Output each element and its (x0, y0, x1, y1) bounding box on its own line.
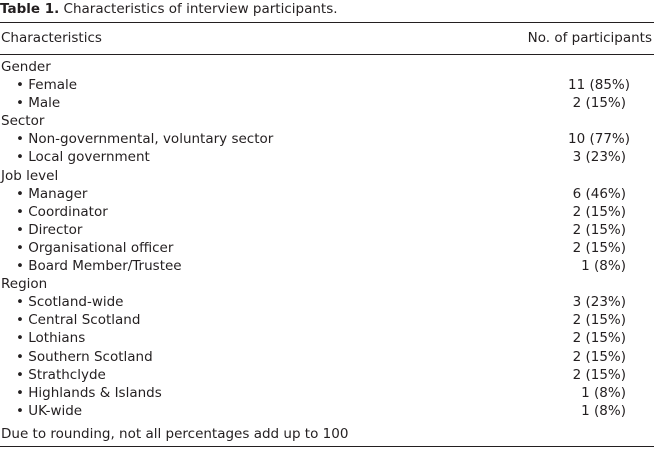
table-row (0, 76, 654, 94)
table-row (0, 293, 654, 311)
table-row (0, 203, 654, 221)
table-caption-text: Characteristics of interview participants. (63, 1, 338, 17)
row-value: 1 (8%) (581, 384, 626, 401)
table-caption-label: Table 1. (0, 1, 60, 17)
table-row (0, 221, 654, 239)
table-row (0, 130, 654, 148)
row-value: 1 (8%) (581, 258, 626, 275)
table-header-rule (0, 54, 654, 55)
table-body (0, 58, 654, 420)
table-row (0, 239, 654, 257)
group-heading: Region (1, 276, 48, 293)
group-heading: Sector (1, 113, 45, 130)
table-caption (0, 0, 338, 18)
table-top-rule (0, 22, 654, 23)
table-row (0, 348, 654, 366)
row-label: • Coordinator (16, 203, 108, 220)
header-characteristics: Characteristics (1, 30, 102, 46)
row-label: • Strathclyde (16, 366, 106, 383)
row-label: • Southern Scotland (16, 348, 153, 365)
table-row (0, 384, 654, 402)
group-heading: Job level (1, 167, 59, 184)
row-value: 2 (15%) (572, 330, 626, 347)
row-label: • Male (16, 95, 61, 112)
row-value: 11 (85%) (568, 77, 631, 94)
row-label: • UK-wide (16, 402, 83, 419)
row-label: • Scotland-wide (16, 294, 124, 311)
row-value: 2 (15%) (572, 239, 626, 256)
group-heading: Gender (1, 59, 51, 75)
row-value: 2 (15%) (572, 95, 626, 112)
table-row (0, 311, 654, 329)
row-value: 6 (46%) (572, 185, 626, 202)
row-label: • Organisational officer (16, 239, 174, 256)
row-label: • Local government (16, 149, 150, 166)
table-footnote: Due to rounding, not all percentages add up to 100 (1, 426, 349, 442)
row-value: 2 (15%) (572, 366, 626, 383)
row-value: 10 (77%) (568, 131, 631, 148)
table-row (0, 402, 654, 420)
row-value: 2 (15%) (572, 203, 626, 220)
table-row (0, 185, 654, 203)
row-value: 2 (15%) (572, 221, 626, 238)
table-group-row (0, 167, 654, 185)
row-label: • Lothians (16, 330, 86, 347)
row-label: • Director (16, 221, 83, 238)
table-group-row (0, 275, 654, 293)
row-value: 3 (23%) (572, 294, 626, 311)
row-label: • Manager (16, 185, 88, 202)
table-header-row (0, 29, 654, 47)
row-value: 2 (15%) (572, 312, 626, 329)
table-group-row (0, 58, 654, 76)
row-label: • Board Member/Trustee (16, 258, 182, 275)
row-value: 2 (15%) (572, 348, 626, 365)
row-label: • Highlands & Islands (16, 384, 162, 401)
table-row (0, 94, 654, 112)
row-value: 3 (23%) (572, 149, 626, 166)
row-label: • Central Scotland (16, 312, 141, 329)
header-participants: No. of participants (527, 30, 652, 46)
table-row (0, 148, 654, 166)
table-row (0, 257, 654, 275)
table-row (0, 329, 654, 347)
table-group-row (0, 112, 654, 130)
row-value: 1 (8%) (581, 402, 626, 419)
row-label: • Female (16, 77, 78, 94)
table-row (0, 366, 654, 384)
row-label: • Non-governmental, voluntary sector (16, 131, 274, 148)
table-bottom-rule (0, 446, 654, 447)
